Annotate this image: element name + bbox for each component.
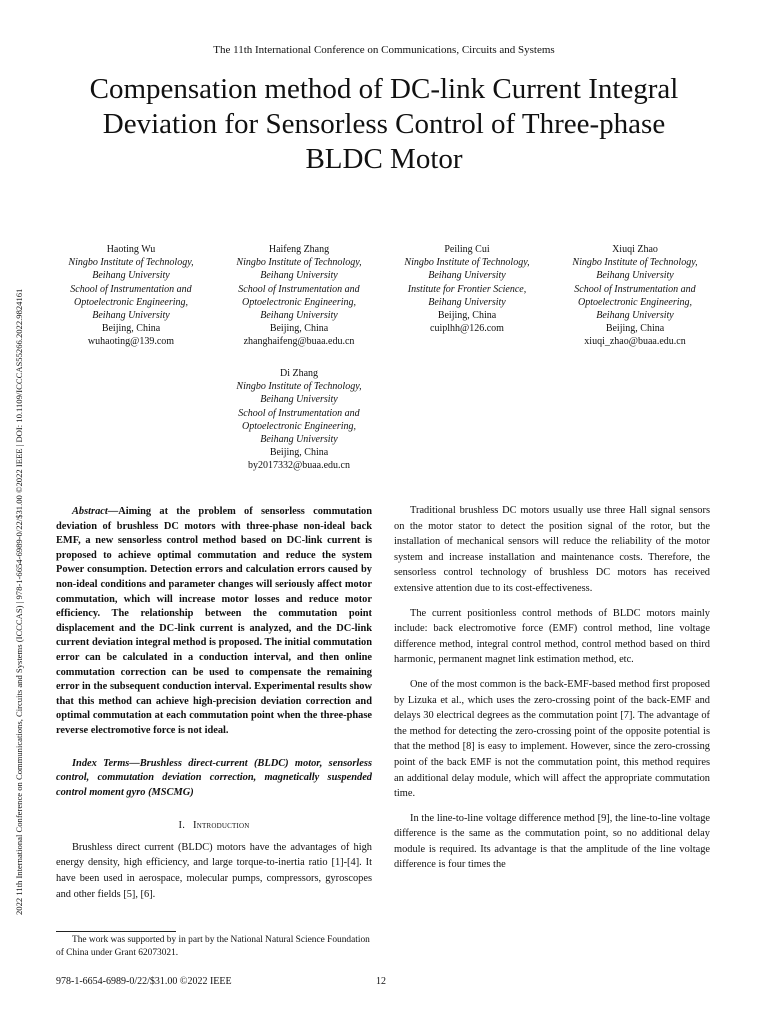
author-location: Beijing, China — [269, 323, 329, 335]
author-affiliation: Ningbo Institute of Technology, — [68, 257, 194, 269]
right-column — [394, 503, 710, 882]
author-affiliation: Beihang University — [260, 394, 338, 406]
author-affiliation: Beihang University — [596, 270, 674, 282]
author-affiliation: School of Instrumentation and — [238, 407, 360, 419]
body-paragraph: Traditional brushless DC motors usually use three Hall signal sensors on the motor stator to detect the position signal of the rotor, but the installation of mechanical sensors will reduce the reliability of the motor system and increase installation and maintenance costs. Therefore, the sensorless control technology of brushless DC motors has received extensive attention due to its cost-effectiveness. — [394, 505, 710, 594]
author-location: Beijing, China — [605, 323, 665, 335]
footnote-text: The work was supported by in part by the National Natural Science Foundation of China under Grant 62073021. — [56, 935, 370, 958]
author-affiliation: Institute for Frontier Science, — [407, 283, 527, 295]
paper-title — [40, 72, 728, 177]
author-name: Xiuqi Zhao — [612, 244, 658, 255]
abstract-text: —Aiming at the problem of sensorless commutation deviation of brushless DC motors with three-phase non-ideal back EMF, a new sensorless control method based on DC-link current is proposed to achieve optimal commutation and reduce the system Power consumption. Detection errors and calculation errors caused by non-ideal conditions and parameter changes will seriously affect motor commutation, which will increase motor losses and reduce motor efficiency. The relationship between the commutation point displacement and the DC-link current is analyzed, and the DC-link current deviation integral method is proposed. The initial commutation error can be calculated in a conduction interval, and then online commutation correction can be used to compensate the remaining error in the subsequent conduction interval. Experimental results show that this method can achieve high-precision deviation correction and optimal commutation at each commutation point when the three-phase reverse electromotive force is not ideal. — [56, 506, 372, 736]
body-paragraph: The current positionless control methods of BLDC motors mainly include: back electromotive force (EMF) control method, line voltage difference method, integral control method, control method based on third harmonic, permanent magnet link estimation method, etc. — [394, 607, 710, 666]
copyright-footer: 978-1-6654-6989-0/22/$31.00 ©2022 IEEE — [56, 976, 232, 987]
conference-header: The 11th International Conference on Communications, Circuits and Systems — [213, 44, 555, 56]
doi-sidebar: 2022 11th International Conference on Communications, Circuits and Systems (ICCCAS) | 978-1-6654-6989-0/22/$31.00 ©2022 IEEE | DOI: 10.1109/ICCCAS55266.2022.9824161 — [14, 288, 24, 915]
author-location: Beijing, China — [101, 323, 161, 335]
author-name: Peiling Cui — [444, 244, 490, 255]
author-email[interactable]: by2017332@buaa.edu.cn — [248, 460, 350, 472]
author-affiliation: School of Instrumentation and — [70, 283, 192, 295]
author-affiliation: Ningbo Institute of Technology, — [404, 257, 530, 269]
abstract — [56, 505, 372, 739]
author-location: Beijing, China — [269, 447, 329, 459]
author-affiliation: Beihang University — [92, 310, 170, 322]
author-affiliation: Beihang University — [260, 270, 338, 282]
author-affiliation: Optoelectronic Engineering, — [73, 296, 189, 308]
index-terms-label: Index Terms — [72, 757, 130, 769]
title-line: BLDC Motor — [305, 143, 463, 175]
body-paragraph: Brushless direct current (BLDC) motors have the advantages of high energy density, high efficiency, and large torque-to-inertia ratio [1]-[4]. It have been used in aerospace, molecular pumps, compressors, gyroscopes and other fields [5], [6]. — [56, 841, 372, 900]
author-name: Haifeng Zhang — [268, 244, 330, 255]
section-title: Introduction — [193, 820, 250, 832]
author-block — [550, 243, 720, 349]
index-terms — [56, 757, 372, 801]
author-email[interactable]: wuhaoting@139.com — [87, 336, 175, 348]
author-affiliation: Beihang University — [428, 296, 506, 308]
body-paragraph: In the line-to-line voltage difference method [9], the line-to-line voltage difference is the same as the commutation point, so no additional delay module is required. Its advantage is that the amplitude of the line voltage difference is four times the — [394, 812, 710, 871]
author-affiliation: Ningbo Institute of Technology, — [572, 257, 698, 269]
author-affiliation: Beihang University — [260, 434, 338, 446]
author-email[interactable]: zhanghaifeng@buaa.edu.cn — [243, 336, 355, 348]
section-heading — [56, 818, 372, 834]
title-line: Deviation for Sensorless Control of Three-phase — [102, 108, 666, 140]
author-block — [46, 243, 216, 349]
title-line: Compensation method of DC-link Current Integral — [89, 73, 679, 105]
author-block — [382, 243, 552, 335]
author-affiliation: Optoelectronic Engineering, — [241, 296, 357, 308]
author-name: Haoting Wu — [106, 244, 156, 255]
abstract-label: Abstract — [72, 506, 108, 517]
author-block — [214, 243, 384, 349]
author-affiliation: Optoelectronic Engineering, — [241, 420, 357, 432]
page-number: 12 — [376, 976, 386, 987]
section-number: I. — [178, 820, 186, 832]
author-affiliation: Beihang University — [596, 310, 674, 322]
author-location: Beijing, China — [437, 310, 497, 322]
author-email[interactable]: cuiplhh@126.com — [430, 323, 504, 335]
author-affiliation: Ningbo Institute of Technology, — [236, 381, 362, 393]
footnote — [56, 934, 372, 959]
author-affiliation: Beihang University — [428, 270, 506, 282]
author-affiliation: School of Instrumentation and — [238, 283, 360, 295]
index-terms-text: —Brushless direct-current (BLDC) motor, sensorless control, commutation deviation correction, magnetically suspended control moment gyro (MSCMG) — [56, 757, 372, 798]
author-affiliation: Optoelectronic Engineering, — [577, 296, 693, 308]
left-column — [56, 505, 372, 911]
author-block — [214, 367, 384, 473]
author-affiliation: Beihang University — [260, 310, 338, 322]
author-email[interactable]: xiuqi_zhao@buaa.edu.cn — [584, 336, 686, 348]
author-affiliation: Ningbo Institute of Technology, — [236, 257, 362, 269]
author-name: Di Zhang — [279, 368, 319, 379]
author-affiliation: School of Instrumentation and — [574, 283, 696, 295]
body-paragraph: One of the most common is the back-EMF-based method first proposed by Lizuka et al., which uses the zero-crossing point of the back-EMF and delays 30 electrical degrees as the commutation point [7]. The advantage of the method for detecting the zero-crossing point of the opposite potential is that the method [8] is easy to implement. However, since the zero-crossing point of the back EMF is not the commutation point, this method requires an additional delay module, which will affect the appropriate commutation time. — [394, 678, 710, 800]
footnote-divider — [56, 931, 176, 932]
author-affiliation: Beihang University — [92, 270, 170, 282]
